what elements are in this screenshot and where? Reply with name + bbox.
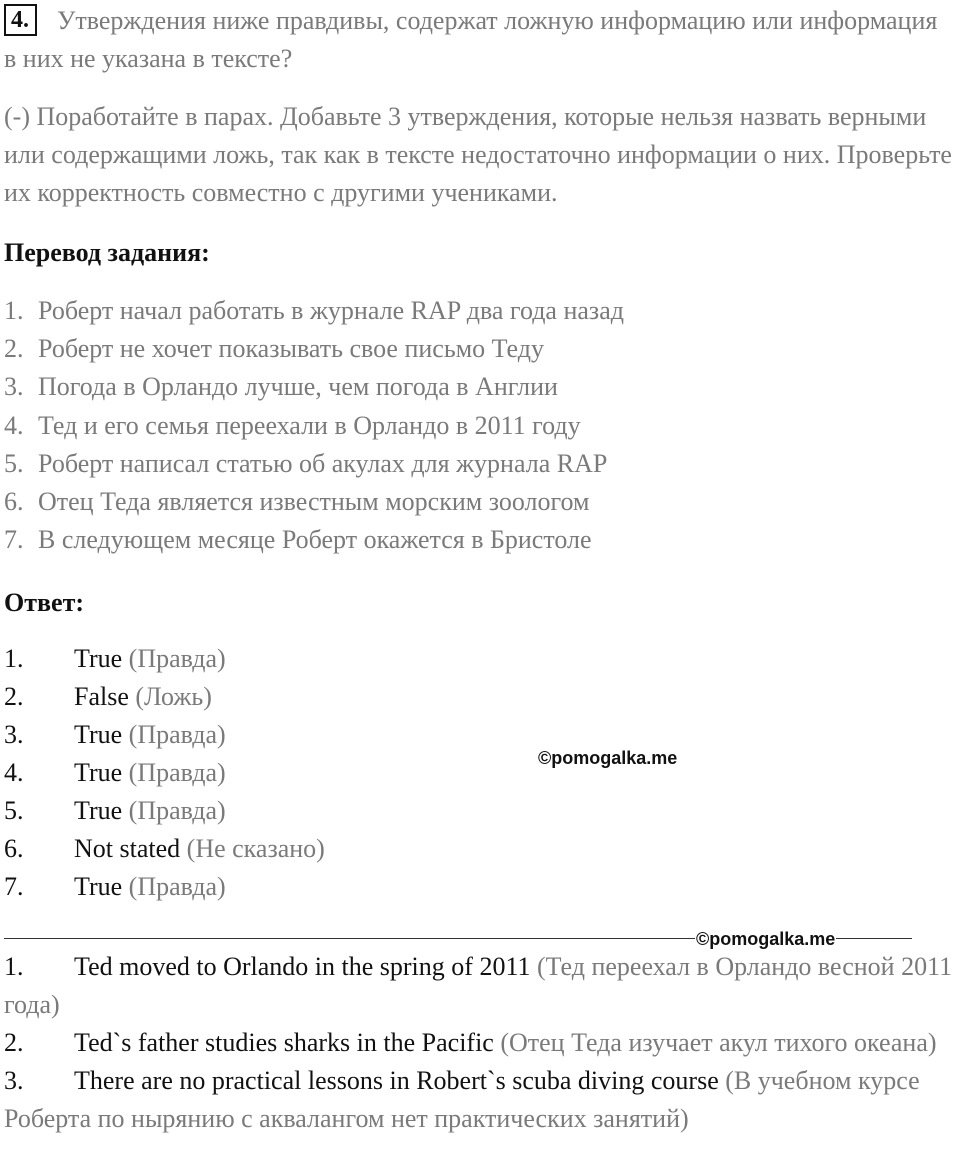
item-number: 7.: [4, 525, 24, 555]
task-question-text: Утверждения ниже правдивы, содержат ложную информацию или информация в них не указана в тексте?: [4, 6, 938, 73]
answer-en: Not stated: [74, 834, 181, 863]
task-number-box: 4.: [4, 4, 37, 36]
answer-en: True: [74, 758, 123, 787]
answer-en: True: [74, 720, 123, 749]
answer-ru: (Правда): [128, 872, 226, 901]
task-question: [4, 2, 954, 78]
answer-item: [4, 640, 504, 678]
watermark-text: ©pomogalka.me: [696, 929, 836, 949]
answer-ru: (Правда): [128, 720, 226, 749]
item-number: 3.: [4, 720, 24, 749]
answer-ru: (Не сказано): [186, 834, 325, 863]
item-text: Роберт начал работать в журнале RAP два года назад: [38, 296, 624, 325]
answer-en: True: [74, 644, 123, 673]
extra-statements: [4, 948, 954, 1138]
translation-heading: Перевод задания:: [4, 238, 210, 267]
task-instruction: (-) Поработайте в парах. Добавьте 3 утверждения, которые нельзя назвать верными или содержащими ложь, так как в тексте недостаточно информации о них. Проверьте их корректность совместно с другими учениками.: [4, 102, 952, 207]
answer-heading: Ответ:: [4, 588, 85, 617]
translation-item: [4, 330, 944, 368]
answer-item: [4, 754, 504, 792]
translation-item: [4, 368, 944, 406]
translation-item: [4, 292, 944, 330]
answer-en: True: [74, 796, 123, 825]
statement-en: There are no practical lessons in Robert`s scuba diving course: [74, 1066, 719, 1095]
item-number: 2.: [4, 682, 24, 711]
item-number: 1.: [4, 296, 24, 325]
translation-item: [4, 483, 944, 521]
item-number: 2.: [4, 1028, 24, 1057]
translation-list: [4, 292, 944, 559]
statement-ru: (В учебном курсе Роберта по нырянию с аквалангом нет практических занятий): [4, 1066, 920, 1133]
item-number: 2.: [4, 334, 24, 364]
translation-item: [4, 445, 944, 483]
answer-list: [4, 640, 504, 906]
answer-ru: (Правда): [128, 758, 226, 787]
answer-item: [4, 678, 504, 716]
item-number: 4.: [4, 410, 24, 440]
item-number: 7.: [4, 872, 24, 901]
translation-item: [4, 407, 944, 445]
item-number: 3.: [4, 1066, 24, 1095]
item-number: 5.: [4, 796, 24, 825]
item-number: 6.: [4, 486, 24, 516]
answer-item: [4, 868, 504, 906]
item-text: Тед и его семья переехали в Орландо в 2011 году: [38, 410, 581, 440]
statement-en: Ted`s father studies sharks in the Pacific: [74, 1028, 494, 1057]
item-number: 1.: [4, 952, 24, 981]
answer-ru: (Правда): [128, 644, 226, 673]
answer-en: False: [74, 682, 129, 711]
item-text: Роберт написал статью об акулах для журнала RAP: [38, 448, 608, 478]
extra-statement: [4, 1024, 954, 1062]
item-text: Отец Теда является известным морским зоологом: [38, 486, 590, 516]
item-number: 1.: [4, 644, 24, 673]
answer-item: [4, 716, 504, 754]
answer-item: [4, 830, 504, 868]
answer-ru: (Ложь): [135, 682, 212, 711]
watermark-text: ©pomogalka.me: [538, 748, 678, 768]
statement-en: Ted moved to Orlando in the spring of 2011: [74, 952, 531, 981]
item-text: В следующем месяце Роберт окажется в Бристоле: [38, 525, 592, 555]
item-number: 4.: [4, 758, 24, 787]
item-number: 3.: [4, 372, 24, 402]
item-text: Погода в Орландо лучше, чем погода в Англии: [38, 372, 558, 402]
item-text: Роберт не хочет показывать свое письмо Теду: [38, 334, 544, 364]
item-number: 6.: [4, 834, 24, 863]
statement-ru: (Тед переехал в Орландо весной 2011 года): [4, 952, 953, 1019]
answer-ru: (Правда): [128, 796, 226, 825]
translation-item: [4, 521, 944, 559]
answer-item: [4, 792, 504, 830]
extra-statement: [4, 948, 954, 1024]
extra-statement: [4, 1062, 954, 1138]
statement-ru: (Отец Теда изучает акул тихого океана): [500, 1028, 937, 1057]
item-number: 5.: [4, 448, 24, 478]
answer-en: True: [74, 872, 123, 901]
